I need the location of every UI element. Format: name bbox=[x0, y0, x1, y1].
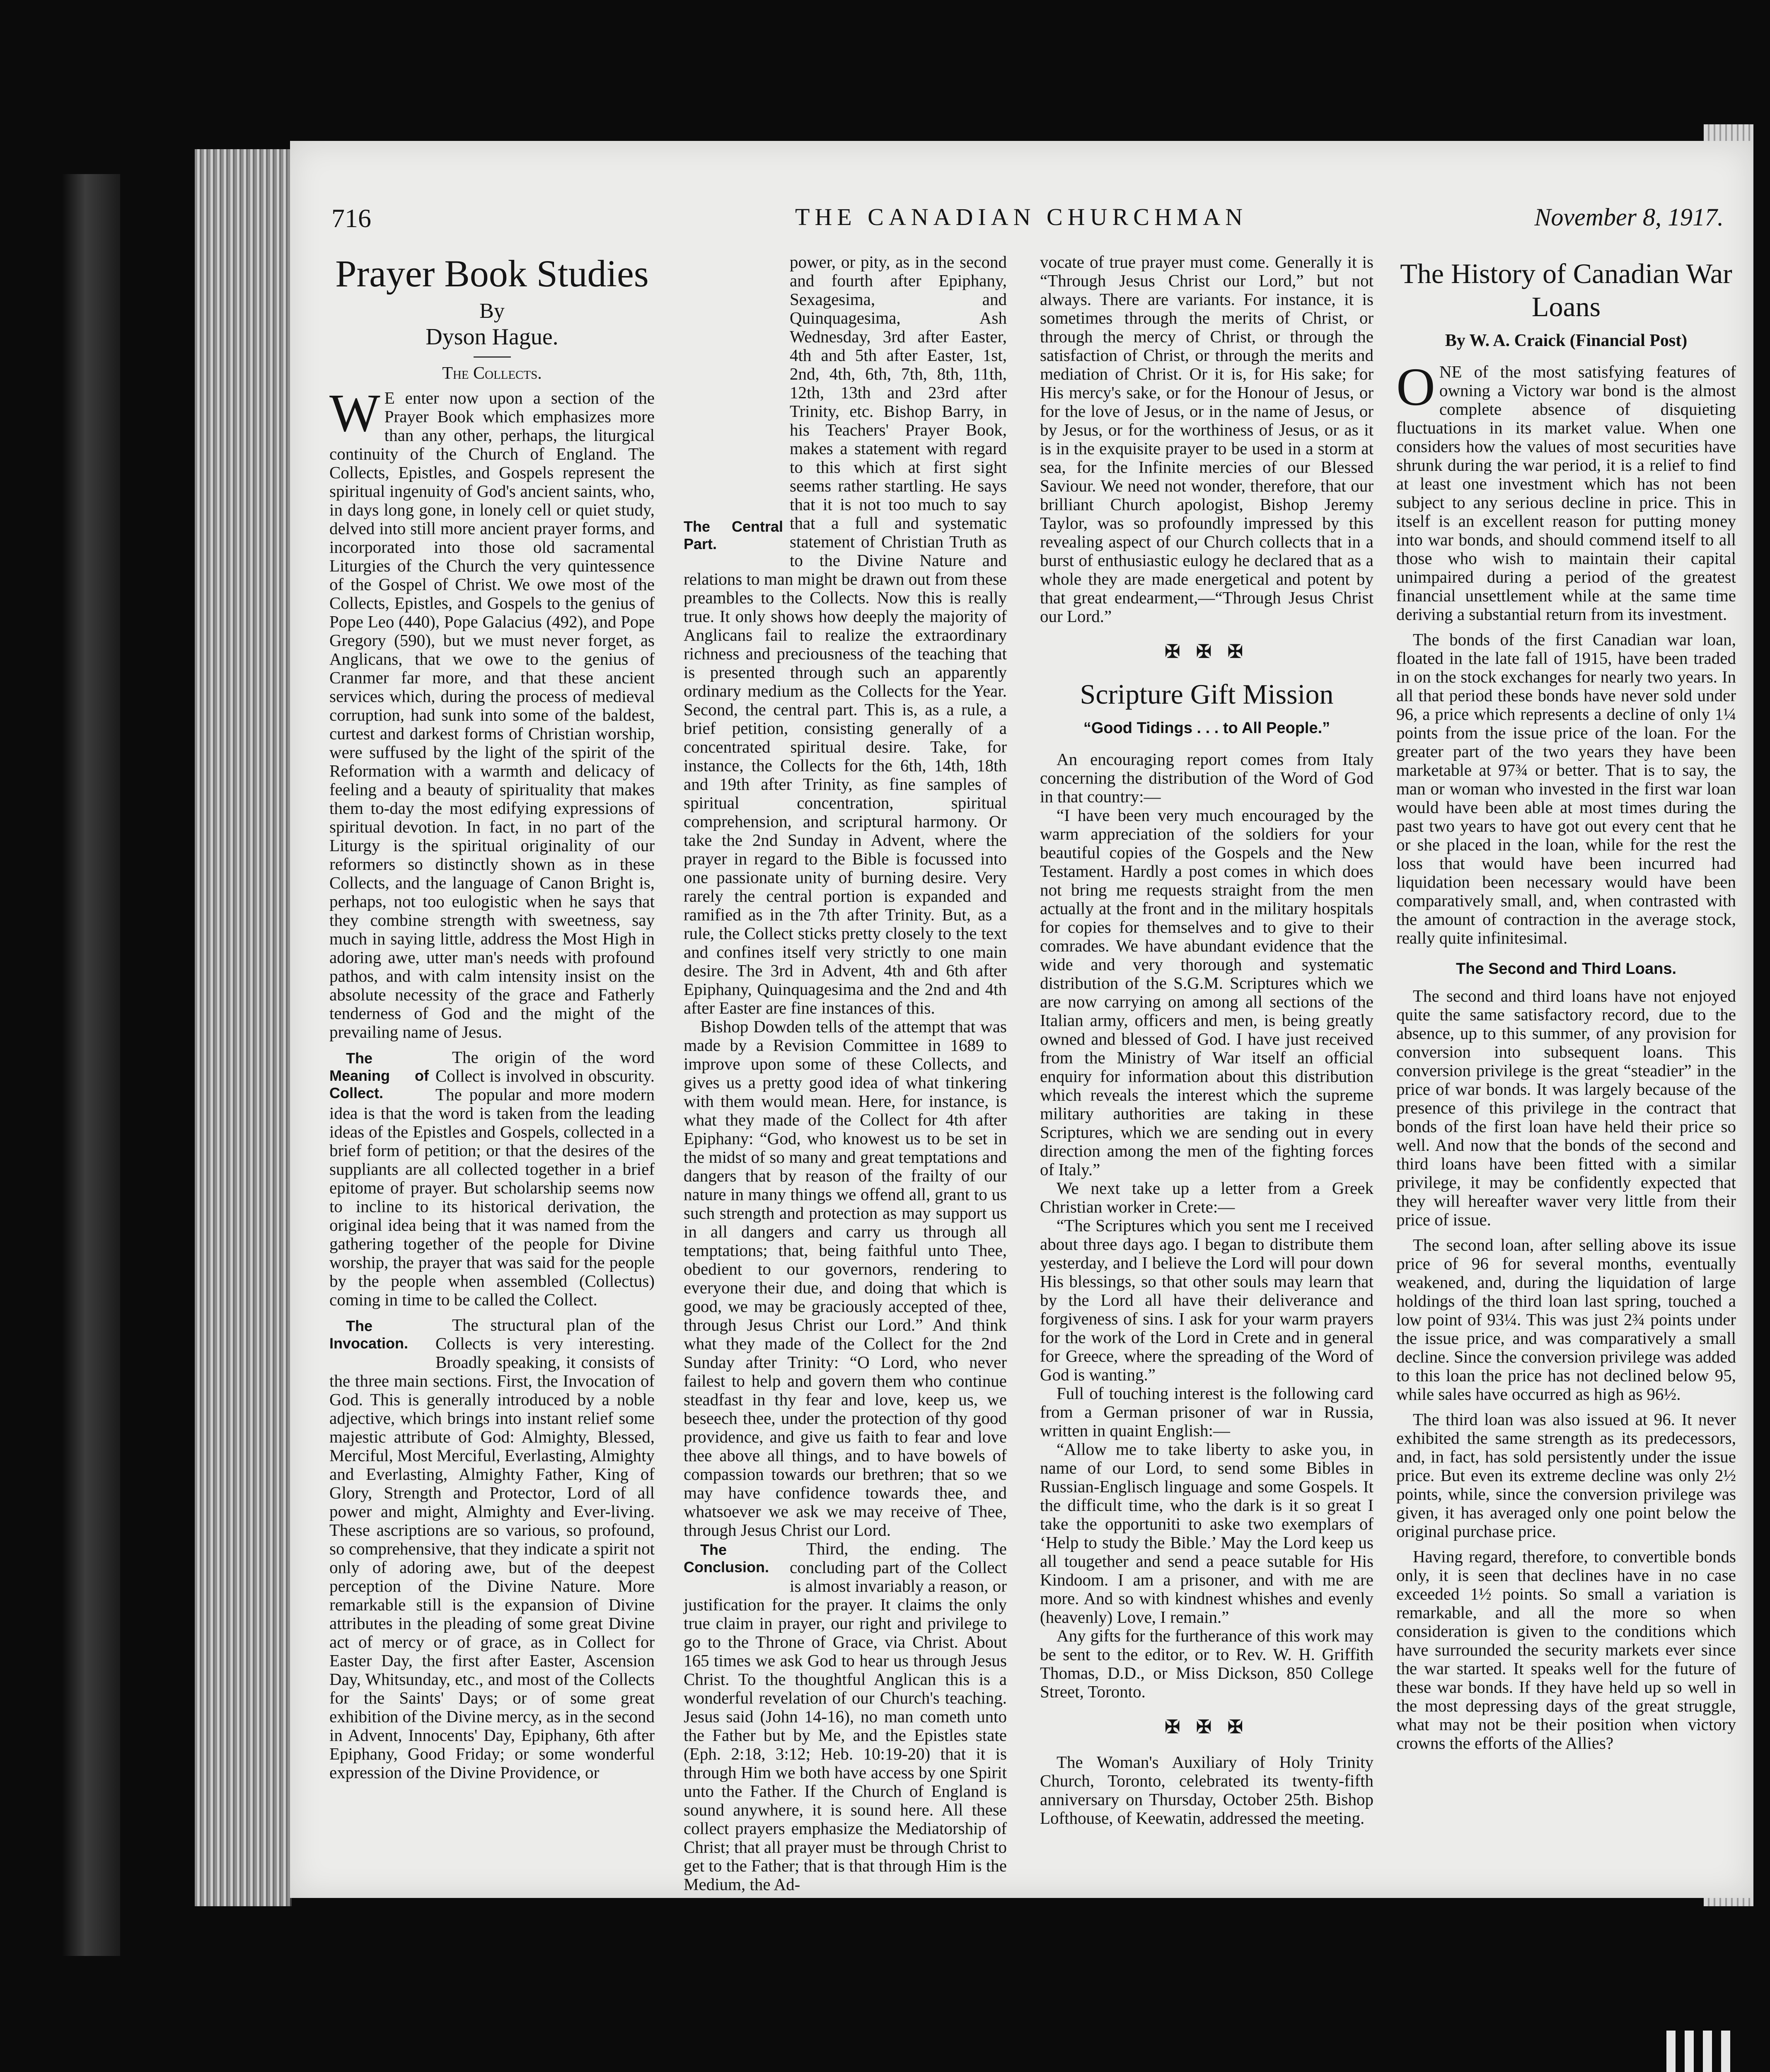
paragraph-text: power, or pity, as in the second and fourth after Epiphany, Sexagesima, and Quinquagesima, Ash Wednesday, 3rd after Easter, 4th and 5th after Easter, 1st, 2nd, 4th, 6th, 7th, 8th, 11th, 12th, 13th and 23rd after Trinity, etc. Bishop Barry, in his Teachers' Prayer Book, makes a statement with regard to this which at first sight seems rather startling. He says that it is not too much to say that a full and systematic statement of Christian Truth as to the Divine Nature and relations to man might be drawn out from these preambles to the Collects. Now this is really true. It only shows how deeply the majority of Anglicans fail to realize the extraordinary richness and preciousness of the teaching that is presented through such an apparently ordinary medium as the Collects for the Year. Second, the central part. This is, as a rule, a brief petition, consisting generally of a concentrated spiritual desire. Take, for instance, the Collects for the 6th, 14th, 18th and 19th after Trinity, as fine samples of spiritual concentration, spiritual comprehension, and scriptural harmony. Or take the 2nd Sunday in Advent, where the prayer in regard to the Bible is focussed into one passionate unity of burning desire. Very rarely the central portion is expanded and ramified as in the 7th after Trinity. But, as a rule, the Collect sticks pretty closely to the text and confines itself very strictly to one main desire. The 3rd in Advent, 4th and 6th after Epiphany, Quinquagesima and the 2nd and 4th after Easter are fine instances of this. bbox=[684, 252, 1007, 1017]
paragraph: Full of touching interest is the following card from a German prisoner of war in Russia, written in quaint English:— bbox=[1040, 1384, 1373, 1440]
paragraph: “I have been very much encouraged by the warm appreciation of the soldiers for your beautiful copies of the Gospels and the New Testament. Hardly a post comes in which does not bring me requests straight from the men actually at the front and in the military hospitals for copies for themselves and to give to their comrades. We have abundant evidence that the wide and very thorough and systematic distribution of the S.G.M. Scriptures which we are now carrying on among all sections of the Italian army, officers and men, is being greatly owned and blessed of God. I have just received from the Ministry of War itself an official enquiry for information about this distribution which reveals the interest which the supreme military authorities are taking in these Scriptures, which we are sending out in every direction among the men of the fighting forces of Italy.” bbox=[1040, 806, 1373, 1179]
drop-cap: W bbox=[329, 383, 380, 443]
paragraph-text: The origin of the word Collect is involved in obscurity. The popular and more modern idea is that the word is taken from the leading ideas of the Epistles and Gospels, collected in a brief form of petition; or that the desires of the suppliants are all collected together in a brief epitome of prayer. But scholarship seems now to incline to its historical derivation, the original idea being that it was named from the gathering together of the people for Divine worship, the prayer that was said for the people by the people when assembled (Collectus) coming in time to be called the Collect. bbox=[329, 1048, 655, 1309]
paragraph-text: Third, the ending. The concluding part of the Collect is almost invariably a reason, or justification for the prayer. It claims the only true claim in prayer, our right and privilege to go to the Throne of Grace, via Christ. About 165 times we ask God to hear us through Jesus Christ. To the thoughtful Anglican this is a wonderful revelation of our Church's teaching. Jesus said (John 14-16), no man cometh unto the Father but by Me, and the Epistles state (Eph. 2:18, 3:12; Heb. 10:19-20) that it is through Him we both have access by one Spirit unto the Father. If the Church of England is sound anywhere, it is sound here. All these collect prayers emphasize the Mediatorship of Christ; that all prayer must be through Christ to get to the Father; that is that through Him is the Medium, the Ad- bbox=[684, 1539, 1007, 1894]
issue-date: November 8, 1917. bbox=[1534, 203, 1724, 231]
column-1 bbox=[329, 253, 655, 1869]
paragraph: The Woman's Auxiliary of Holy Trinity Church, Toronto, celebrated its twenty-fifth anniversary on Thursday, October 25th. Bishop Lofthouse, of Keewatin, addressed the meeting. bbox=[1040, 1752, 1373, 1828]
paragraph: vocate of true prayer must come. Generally it is “Through Jesus Christ our Lord,” but not always. There are variants. For instance, it is sometimes through the merits of Christ, or through the mercy of Christ, or through the satisfaction of Christ, or through the merits and mediation of Christ. Or it is, for His sake; for His mercy's sake, or for the Honour of Jesus, or for the love of Jesus, or in the name of Jesus, or by Jesus, or for the worthiness of Jesus, or as it is in the exquisite prayer to be used in a storm at sea, for the Infinite mercies of our Blessed Saviour. We need not wonder, therefore, that our brilliant Church apologist, Bishop Jeremy Taylor, was so profoundly impressed by this revealing aspect of our Church collects that in a burst of enthusiastic eulogy he declared that as a whole they are made energetical and potent by that great endearment,—“Through Jesus Christ our Lord.” bbox=[1040, 252, 1373, 626]
column-2 bbox=[684, 252, 1007, 1894]
side-heading: The Conclusion. bbox=[684, 1541, 769, 1576]
book-page-edges bbox=[195, 149, 292, 1906]
drop-cap: O bbox=[1396, 357, 1435, 417]
paragraph: An encouraging report comes from Italy concerning the distribution of the Word of God in that country:— bbox=[1040, 750, 1373, 806]
paragraph: Having regard, therefore, to convertible bonds only, it is seen that declines have in no case exceeded 1½ points. So small a variation is remarkable, and all the more so when consideration is given to the conditions which have surrounded the security markets ever since the war started. It speaks well for the future of these war bonds. If they have held up so well in the most depressing days of the great struggle, what may not be their position when victory crowns the efforts of the Allies? bbox=[1396, 1547, 1736, 1752]
paragraph bbox=[1396, 357, 1736, 624]
paragraph bbox=[684, 253, 1007, 1017]
ornament-divider: ✠ ✠ ✠ bbox=[1165, 641, 1249, 662]
paragraph: The third loan was also issued at 96. It never exhibited the same strength as its predecessors, and, in fact, has sold persistently under the issue price. But even its extreme decline was only 2½ points, while, since the conversion privilege was given, it has averaged only one point below the original purchase price. bbox=[1396, 1410, 1736, 1541]
paragraph: We next take up a letter from a Greek Christian worker in Crete:— bbox=[1040, 1179, 1373, 1216]
article-subtitle: “Good Tidings . . . to All People.” bbox=[1083, 719, 1330, 737]
article-author: Dyson Hague. bbox=[426, 324, 559, 350]
paragraph-text: NE of the most satisfying features of owning a Victory war bond is the almost complete absence of disquieting fluctuations in its market value. When one considers how the values of most securities have shrunk during the war period, it is a relief to find at least one investment which has not been subject to any serious decline in price. This in itself is an excellent reason for putting money into war bonds, and should commend itself to all those who wish to maintain their capital unimpaired during a period of the greatest financial unsettlement while at the same time deriving a substantial return from its investment. bbox=[1396, 362, 1736, 624]
section-heading: The Second and Third Loans. bbox=[1456, 960, 1677, 978]
side-heading: The Invocation. bbox=[329, 1317, 409, 1352]
binding-shadow bbox=[62, 174, 120, 1956]
section-label: The Collects. bbox=[442, 364, 542, 383]
paragraph-text: The structural plan of the Collects is very interesting. Broadly speaking, it consists of the three main sections. First, the Invocation of God. This is generally introduced by a noble adjective, which brings into instant relief some majestic attribute of God: Almighty, Blessed, Merciful, Most Merciful, Everlasting, Almighty and Everlasting, Almighty Father, King of Glory, Strength and Protector, Lord of all power and might, Almighty and Ever-living. These ascriptions are so various, so profound, so comprehensive, that they indicate a spirit not only of adoring awe, but of the deepest perception of the Divine Nature. More remarkable still is the expansion of Divine attributes in the pleading of some great Divine act of mercy or of grace, as in Collect for Easter Day, the first after Easter, Ascension Day, Whitsunday, etc., and most of the Collects for the Saints' Days; or of some great exhibition of the Divine mercy, as in the second in Advent, Innocents' Day, Epiphany, 6th after Epiphany, Good Friday; or some wonderful expression of the Divine Providence, or bbox=[329, 1315, 655, 1782]
paragraph: Bishop Dowden tells of the attempt that was made by a Revision Committee in 1689 to improve upon some of these Collects, and gives us a pretty good idea of what tinkering with them would mean. Here, for instance, is what they made of the Collect for 4th after Epiphany: “God, who knowest us to be set in the midst of so many and great temptations and dangers that by reason of the frailty of our nature in many things we offend all, grant to us such strength and protection as may support us in all dangers and carry us through all temptations; that, being faithful unto Thee, obedient to our governors, rendering to everyone their due, and doing that which is good, we may be graciously accepted of thee, through Jesus Christ our Lord.” And think what they made of the Collect for the 2nd Sunday after Trinity: “O Lord, who never failest to help and govern them who continue steadfast in thy fear and love, keep us, we beseech thee, under the protection of thy good providence, and give us faith to fear and love thee above all things, and to have bowels of compassion towards our brethren; that so we may have confidence towards thee, and whatsoever we ask we may receive of Thee, through Jesus Christ our Lord. bbox=[684, 1017, 1007, 1539]
paragraph bbox=[329, 1048, 655, 1309]
paragraph: The second and third loans have not enjoyed quite the same satisfactory record, due to the absence, up to this summer, of any provision for conversion into subsequent loans. This conversion privilege is the great “steadier” in the price of war bonds. It was largely because of the presence of this privilege in the contract that bonds of the first loan have held their price so well. And now that the bonds of the second and third loans have been fitted with a similar privilege, it may be confidently expected that they will hereafter waver very little from their price of issue. bbox=[1396, 986, 1736, 1229]
paragraph-text: E enter now upon a section of the Prayer Book which emphasizes more than any other, perhaps, the liturgical continuity of the Church of England. The Collects, Epistles, and Gospels represent the spiritual ingenuity of God's ancient saints, who, in days long gone, in lonely cell or quiet study, delved into still more ancient prayer forms, and incorporated into those old sacramental Liturgies of the Church the very quintessence of the Gospel of Christ. We owe most of the Collects, Epistles, and Gospels to the genius of Pope Leo (440), Pope Galacius (492), and Pope Gregory (590), but we must never forget, as Anglicans, that we owe to the genius of Cranmer far more, and that these ancient services which, during the process of medieval corruption, had sunk into some of the baldest, curtest and darkest forms of Christian worship, were suffused by the light of the spirit of the Reformation with a warmth and delicacy of feeling and a beauty of spirituality that makes them to-day the most edifying expressions of spiritual devotion. In fact, in no part of the Liturgy is the spiritual originality of our reformers so distinctly shown as in these Collects, and the language of Canon Bright is, perhaps, not too eulogistic when he says that they combine strength with sweetness, say much in saying little, address the Most High in adoring awe, utter man's needs with profound pathos, and with calm intensity insist on the absolute necessity of the grace and Fatherly tenderness of God and the might of the prevailing name of Jesus. bbox=[329, 388, 655, 1041]
running-header bbox=[290, 203, 1753, 240]
column-3 bbox=[1040, 253, 1373, 1869]
paragraph: “The Scriptures which you sent me I received about three days ago. I began to distribute them yesterday, and I believe the Lord will pour down His blessings, so that other souls may learn that by the Lord all have their deliverance and forgiveness of sins. I ask for your warm prayers for the work of the Lord in Crete and in general for Greece, where the spreading of the Word of God is wanting.” bbox=[1040, 1216, 1373, 1384]
paragraph bbox=[329, 383, 655, 1041]
paragraph bbox=[684, 1539, 1007, 1894]
ornament-divider: ✠ ✠ ✠ bbox=[1165, 1717, 1249, 1737]
publication-title: THE CANADIAN CHURCHMAN bbox=[795, 203, 1248, 230]
page-number: 716 bbox=[331, 203, 371, 233]
paragraph: “Allow me to take liberty to askе you, in name of our Lord, to send some Bibles in Russian-Englisch linguage and some Gospels. It the difficult time, who the dark is it so great I take the opportuniti to aske two exemplars of ‘Help to study the Bible.’ May the Lord keep us all tougether and send a peace sutable for His Kindoom. I am a prisoner, and with me are more. And so with kindnest whishes and evenly (heavenly) Love, I remain.” bbox=[1040, 1440, 1373, 1627]
article-title: Scripture Gift Mission bbox=[1080, 678, 1334, 710]
column-4 bbox=[1396, 253, 1736, 1869]
newspaper-page bbox=[290, 141, 1753, 1898]
divider bbox=[474, 356, 511, 358]
paragraph: Any gifts for the furtherance of this work may be sent to the editor, or to Rev. W. H. Griffith Thomas, D.D., or Miss Dickson, 850 College Street, Toronto. bbox=[1040, 1626, 1373, 1701]
paragraph: The bonds of the first Canadian war loan, floated in the late fall of 1915, have been traded in on the stock exchanges for nearly two years. In all that period these bonds have never sold under 96, a price which represents a decline of only 1¼ points from the issue price of the loan. For the greater part of the two years they have been marketable at 97¾ or better. That is to say, the man or woman who invested in the first war loan would have been able at most times during the past two years to have got out every cent that he or she placed in the loan, while for the rest the loss that would have been incurred had liquidation been necessary would have been comparatively small, and, when contrasted with the amount of contraction in the average stock, really quite infinitesimal. bbox=[1396, 630, 1736, 947]
article-title: Prayer Book Studies bbox=[335, 252, 649, 295]
paragraph bbox=[329, 1316, 655, 1782]
article-title: The History of Canadian War Loans bbox=[1400, 258, 1732, 322]
paragraph: The second loan, after selling above its issue price of 96 for several months, eventually weakened, and, during the liquidation of large holdings of the third loan last spring, touched a low point of 93¼. This was just 2¾ points under the issue price, and was comparatively a small decline. Since the conversion privilege was added to this loan the price has not declined below 95, while sales have occurred as high as 96½. bbox=[1396, 1235, 1736, 1404]
byline-by: By bbox=[479, 299, 505, 323]
scan-registration-marks bbox=[1666, 2031, 1737, 2072]
side-heading: The Central Part. bbox=[684, 518, 783, 552]
side-heading: The Meaning of Collect. bbox=[329, 1050, 429, 1101]
article-byline: By W. A. Craick (Financial Post) bbox=[1445, 331, 1688, 350]
